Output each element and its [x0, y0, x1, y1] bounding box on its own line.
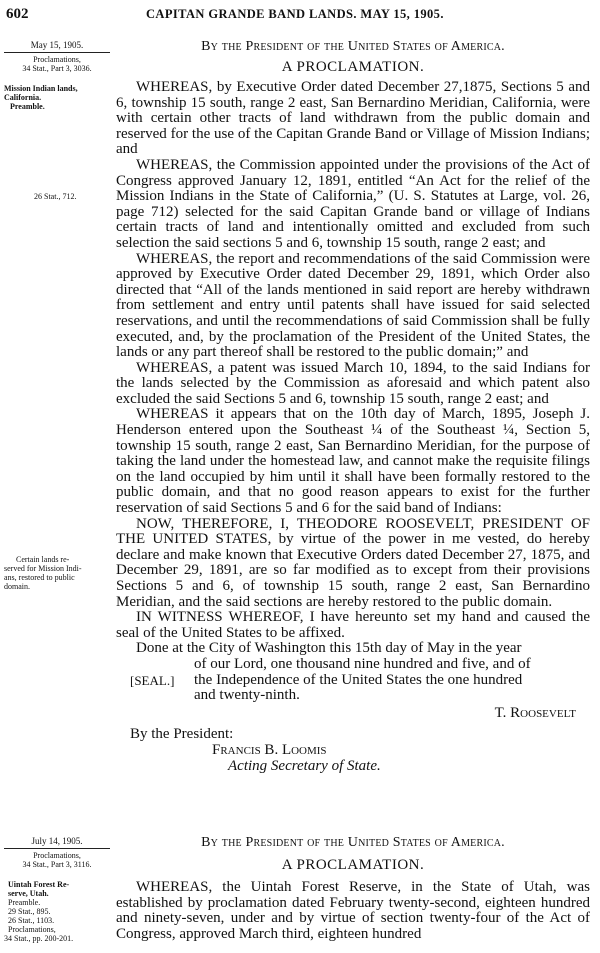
- paragraph: WHEREAS, the Uintah Forest Reserve, in the State of Utah, was established by proclamation dated February twenty-second, eighteen hundred and ninety-seven, under and by virtue of section twenty-four of the Act of Congress, approved March third, eighteen hundred: [116, 879, 590, 942]
- done-at-line: and twenty-ninth.: [194, 687, 300, 704]
- page-header: [6, 6, 594, 26]
- proclamation-1: [116, 39, 590, 774]
- margin-date: May 15, 1905.: [4, 40, 110, 53]
- paragraph: WHEREAS, the report and recommendations of the said Commission were approved by Executive Order dated December 29, 1891, which Order also directed that “All of the lands mentioned in said report are hereby withdrawn from settlement and entry until patents shall have issued for said selected reservations, and until the recommendations of said Commission shall be fully executed, and, by the proclamation of the President of the United States, the lands or any part thereof shall be restored to the public domain;” and: [116, 250, 590, 361]
- secretary-title: Acting Secretary of State.: [228, 757, 381, 774]
- margin-reference: 34 Stat., Part 3, 3116.: [22, 860, 92, 869]
- margin-note-line: Preamble.: [8, 898, 41, 907]
- page-number: 602: [6, 6, 29, 22]
- done-at-line: the Independence of the United States the one hundred: [194, 671, 523, 688]
- secretary-name: Francis B. Loomis: [212, 741, 327, 758]
- margin-date-block-1: [4, 40, 114, 73]
- margin-note-line: Preamble.: [10, 102, 45, 111]
- paragraph: WHEREAS, a patent was issued March 10, 1894, to the said Indians for the lands selected by the Commission as aforesaid and which patent also excluded the said Sections 5 and 6, township 15 south, range 2 east; and: [116, 359, 590, 407]
- margin-note-line: California.: [4, 93, 42, 102]
- margin-note-line: Uintah Forest Re-: [8, 880, 70, 889]
- margin-note-line: 34 Stat., pp. 200-201.: [4, 934, 74, 943]
- margin-reference: Proclamations,: [33, 851, 81, 860]
- proclamation-2: [116, 835, 590, 942]
- done-at-line: of our Lord, one thousand nine hundred and five, and of: [194, 655, 531, 672]
- done-at-line: Done at the City of Washington this 15th day of May in the year: [136, 640, 522, 657]
- paragraph: WHEREAS it appears that on the 10th day of March, 1895, Joseph J. Henderson entered upon the Southeast ¼ of the Southeast ¼, Section 5, township 15 south, range 2 east, San Bernardino Meridian, for the purpose of taking the land under the homestead law, and cannot make the requisite filings on the land occupied by him until it shall have been formally restored to the public domain, and that no good reason appears to exist for the further reservation of said Sections 5 and 6 for the said band of Indians:: [116, 406, 590, 517]
- seal-mark: [SEAL.]: [130, 672, 175, 688]
- margin-note-line: Certain lands re-: [16, 555, 70, 564]
- by-the-president-label: By the President:: [130, 726, 234, 743]
- by-the-president-heading: By the President of the United States of America.: [201, 39, 505, 54]
- margin-date-block-2: [4, 836, 114, 869]
- margin-note-line: 26 Stat., 1103.: [8, 916, 55, 925]
- margin-note-line: domain.: [4, 582, 30, 591]
- margin-note-line: Proclamations,: [8, 925, 56, 934]
- margin-note-line: 26 Stat., 712.: [34, 192, 77, 201]
- margin-note-line: ans, restored to public: [4, 573, 75, 582]
- margin-note-uintah: [4, 880, 114, 943]
- margin-reference: Proclamations,: [33, 55, 81, 64]
- seal-block: [116, 657, 590, 704]
- margin-note-line: 29 Stat., 895.: [8, 907, 51, 916]
- by-the-president-heading: By the President of the United States of America.: [201, 835, 505, 850]
- proclamation-title: A PROCLAMATION.: [281, 59, 425, 75]
- margin-note-line: serve, Utah.: [8, 889, 49, 898]
- margin-note-certain-lands: [4, 555, 114, 591]
- paragraph: WHEREAS, the Commission appointed under the provisions of the Act of Congress approved January 12, 1891, entitled “An Act for the relief of the Mission Indians in the State of California,” (U. S. Statutes at Large, vol. 26, page 712) selected for the said Capitan Grande band or village of Indians certain tracts of land and intentionally omitted and excluded from such selection the said sections 5 and 6, township 15 south, range 2 east; and: [116, 156, 590, 251]
- signature: T. Roosevelt: [494, 704, 576, 721]
- margin-note-line: served for Mission Indi-: [4, 564, 82, 573]
- margin-note-mission-lands: [4, 84, 114, 111]
- running-title: CAPITAN GRANDE BAND LANDS. MAY 15, 1905.: [146, 7, 444, 21]
- paragraph: NOW, THEREFORE, I, THEODORE ROOSEVELT, PRESIDENT OF THE UNITED STATES, by virtue of the power in me vested, do hereby declare and make known that Executive Orders dated December 27, 1875, and December 29, 1891, are so far modified as to except from their provisions Sections 5 and 6, of township 15 south, range 2 east, San Bernardino Meridian, and the said sections are hereby restored to the public domain.: [116, 515, 590, 610]
- proclamation-title: A PROCLAMATION.: [281, 857, 425, 873]
- paragraph: WHEREAS, by Executive Order dated December 27,1875, Sections 5 and 6, township 15 south, range 2 east, San Bernardino Meridian, California, were with certain other tracts of land withdrawn from the public domain and reserved for the use of the Capitan Grande Band or Village of Mission Indians; and: [116, 79, 590, 158]
- margin-date: July 14, 1905.: [4, 836, 110, 849]
- paragraph: IN WITNESS WHEREOF, I have hereunto set my hand and caused the seal of the United States to be affixed.: [116, 609, 590, 641]
- margin-reference: 34 Stat., Part 3, 3036.: [22, 64, 92, 73]
- margin-note-line: Mission Indian lands,: [4, 84, 78, 93]
